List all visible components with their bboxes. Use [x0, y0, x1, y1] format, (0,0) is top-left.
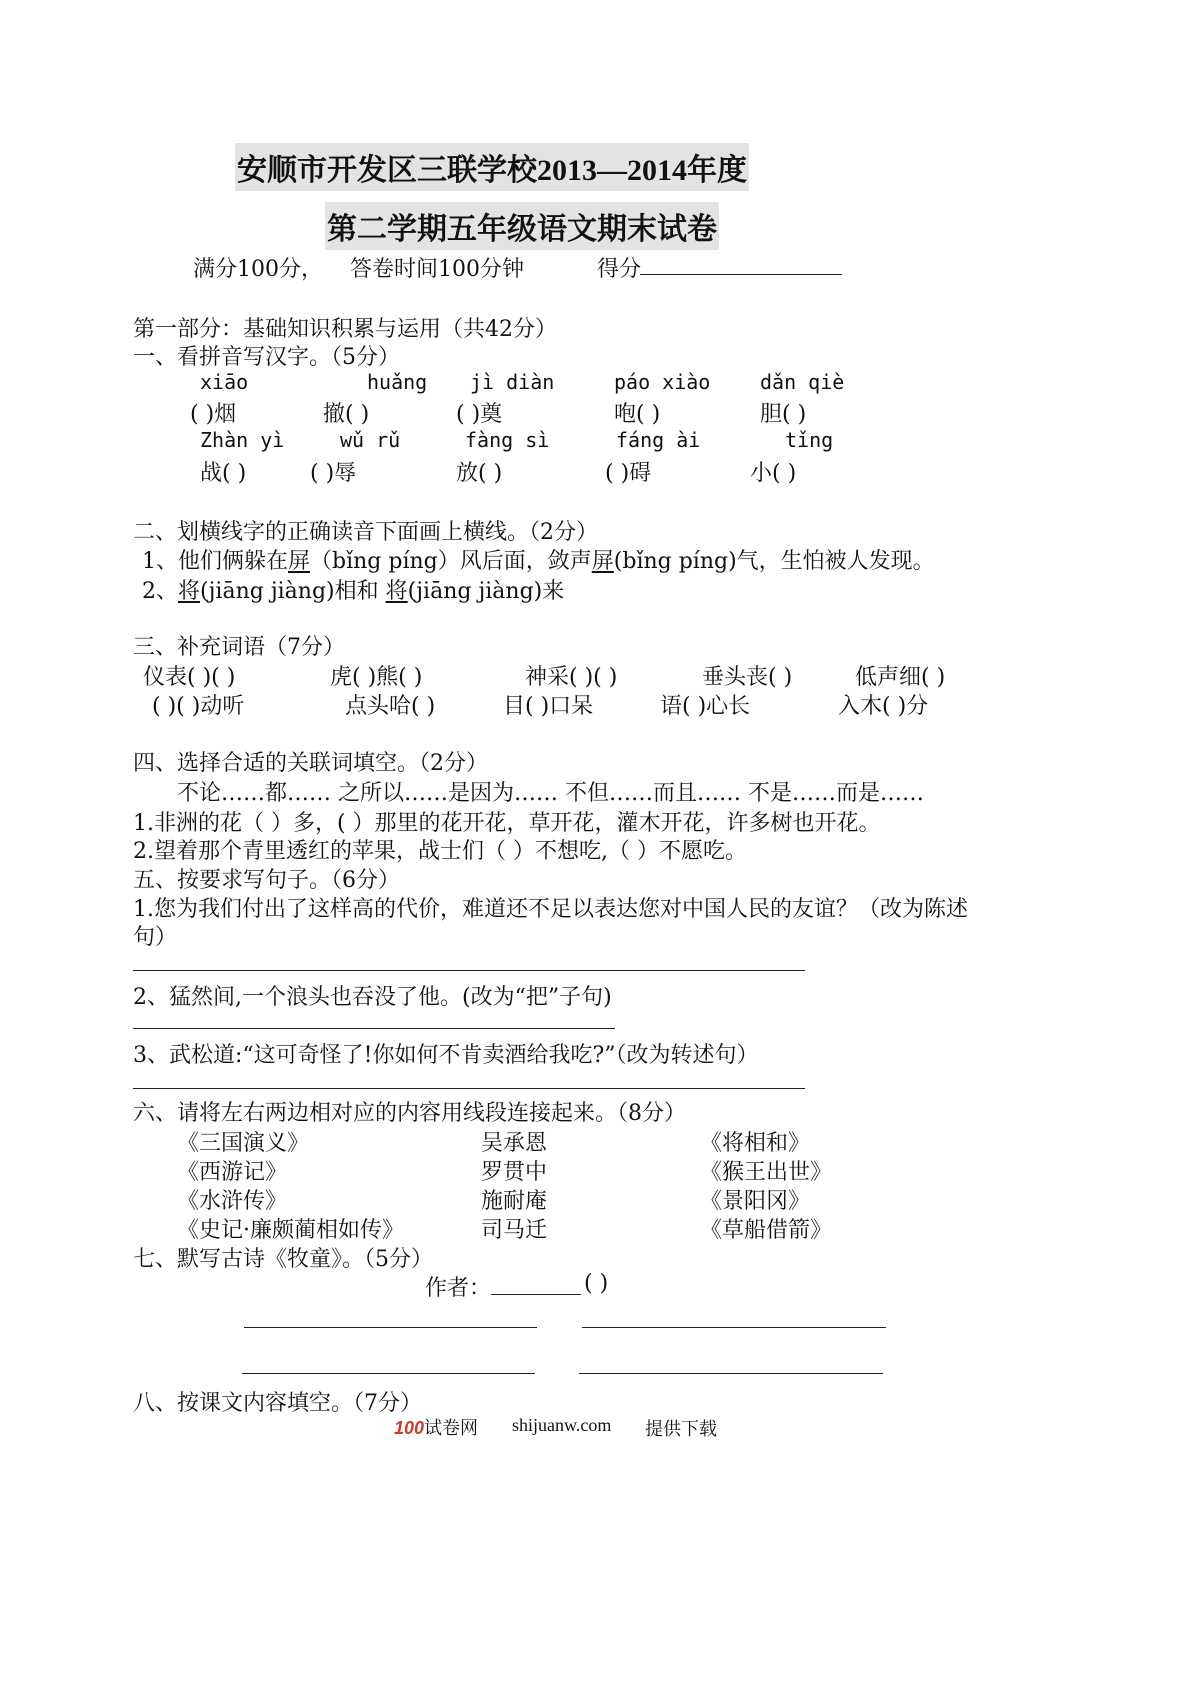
story-title[interactable]: 《草船借箭》	[700, 1218, 833, 1243]
q3-heading: 三、补充词语（7分）	[133, 635, 345, 660]
answer-line[interactable]	[133, 1088, 805, 1089]
q5-sentence-2: 2、猛然间,一个浪头也吞没了他。(改为“把”子句)	[133, 985, 612, 1010]
book-title[interactable]: 《水浒传》	[177, 1189, 288, 1214]
poem-line-blank[interactable]	[242, 1373, 535, 1374]
idiom-blank[interactable]: 语( )心长	[660, 694, 751, 719]
site-domain[interactable]: shijuanw.com	[512, 1415, 612, 1435]
q5-sentence-1-cont: 句）	[133, 925, 178, 950]
author-label: 作者：	[425, 1276, 492, 1301]
q4-sentence-2[interactable]: 2.望着那个青里透红的苹果，战士们（ ）不想吃,（ ）不愿吃。	[133, 839, 747, 864]
pinyin: fáng ài	[616, 428, 701, 452]
char-blank[interactable]: ( )碍	[605, 461, 652, 486]
q2-sentence-2: 2、将(jiāng jiàng)相和 将(jiāng jiàng)来	[142, 579, 565, 604]
q1-heading: 一、看拼音写汉字。（5分）	[133, 345, 400, 370]
q4-options: 不论……都…… 之所以……是因为…… 不但……而且…… 不是……而是……	[177, 781, 924, 806]
q7-heading: 七、默写古诗《牧童》。（5分）	[133, 1247, 433, 1272]
char-blank[interactable]: ( )烟	[190, 402, 237, 427]
author-name[interactable]: 吴承恩	[481, 1131, 548, 1156]
site-name: 试卷网	[424, 1418, 479, 1438]
exam-title-line1: 安顺市开发区三联学校2013—2014年度	[235, 143, 749, 191]
pinyin: tǐng	[785, 428, 834, 452]
pinyin: dǎn qiè	[760, 370, 845, 394]
poem-line-blank[interactable]	[244, 1327, 537, 1328]
idiom-blank[interactable]: 目( )口呆	[503, 694, 594, 719]
author-blank[interactable]	[491, 1294, 581, 1295]
idiom-blank[interactable]: 低声细( )	[855, 665, 946, 690]
idiom-blank[interactable]: 仪表( )( )	[143, 665, 236, 690]
pinyin: huǎng	[367, 370, 428, 394]
download-note: 提供下载	[645, 1419, 717, 1439]
exam-title-line2: 第二学期五年级语文期末试卷	[325, 202, 719, 250]
story-title[interactable]: 《将相和》	[700, 1131, 811, 1156]
answer-line[interactable]	[133, 1028, 615, 1029]
idiom-blank[interactable]: 虎( )熊( )	[330, 665, 423, 690]
poem-line-blank[interactable]	[582, 1327, 886, 1328]
pinyin: xiāo	[200, 370, 249, 394]
q5-sentence-1: 1.您为我们付出了这样高的代价，难道还不足以表达您对中国人民的友谊？（改为陈述	[133, 897, 968, 922]
score-label: 得分	[597, 257, 642, 282]
author-name[interactable]: 司马迁	[481, 1218, 548, 1243]
q6-heading: 六、请将左右两边相对应的内容用线段连接起来。（8分）	[133, 1101, 686, 1126]
char-blank[interactable]: 胆( )	[760, 402, 807, 427]
book-title[interactable]: 《西游记》	[177, 1160, 288, 1185]
char-blank[interactable]: ( )奠	[456, 402, 503, 427]
q8-heading: 八、按课文内容填空。（7分）	[133, 1391, 422, 1416]
pinyin: jì diàn	[470, 370, 555, 394]
idiom-blank[interactable]: ( )( )动听	[152, 694, 245, 719]
q5-sentence-3: 3、武松道:“这可奇怪了!你如何不肯卖酒给我吃?”（改为转述句）	[133, 1043, 759, 1068]
q2-sentence-1: 1、他们俩躲在屏（bǐng píng）风后面，敛声屏(bǐng píng)气，生怕被人发现。	[142, 549, 935, 574]
char-blank[interactable]: 放( )	[456, 461, 503, 486]
idiom-blank[interactable]: 垂头丧( )	[702, 665, 793, 690]
story-title[interactable]: 《景阳冈》	[700, 1189, 811, 1214]
pinyin: fàng sì	[465, 428, 550, 452]
q4-heading: 四、选择合适的关联词填空。（2分）	[133, 751, 488, 776]
idiom-blank[interactable]: 神采( )( )	[525, 665, 618, 690]
book-title[interactable]: 《史记·廉颇蔺相如传》	[177, 1218, 404, 1243]
dynasty-blank[interactable]: ( )	[584, 1271, 609, 1296]
char-blank[interactable]: 战( )	[200, 461, 247, 486]
char-blank[interactable]: 撤( )	[323, 402, 370, 427]
poem-line-blank[interactable]	[579, 1373, 883, 1374]
pinyin: páo xiào	[614, 370, 711, 394]
q5-heading: 五、按要求写句子。（6分）	[133, 868, 400, 893]
book-title[interactable]: 《三国演义》	[177, 1131, 310, 1156]
idiom-blank[interactable]: 点头哈( )	[345, 694, 436, 719]
author-name[interactable]: 罗贯中	[481, 1160, 548, 1185]
author-name[interactable]: 施耐庵	[481, 1189, 548, 1214]
score-blank[interactable]	[640, 274, 842, 275]
char-blank[interactable]: 咆( )	[614, 402, 661, 427]
q4-sentence-1[interactable]: 1.非洲的花（ ）多，( ）那里的花开花，草开花，灌木开花，许多树也开花。	[133, 811, 881, 836]
footer	[394, 1414, 478, 1440]
full-marks: 满分100分，	[193, 257, 323, 282]
pinyin: Zhàn yì	[200, 428, 285, 452]
duration: 答卷时间100分钟	[350, 257, 524, 282]
idiom-blank[interactable]: 入木( )分	[838, 694, 929, 719]
char-blank[interactable]: ( )辱	[310, 461, 357, 486]
site-logo: 100	[394, 1418, 425, 1438]
answer-line[interactable]	[133, 970, 805, 971]
story-title[interactable]: 《猴王出世》	[700, 1160, 833, 1185]
q2-heading: 二、划横线字的正确读音下面画上横线。（2分）	[133, 520, 598, 545]
pinyin: wǔ rǔ	[340, 428, 401, 452]
char-blank[interactable]: 小( )	[750, 461, 797, 486]
part1-heading: 第一部分：基础知识积累与运用（共42分）	[133, 317, 557, 342]
